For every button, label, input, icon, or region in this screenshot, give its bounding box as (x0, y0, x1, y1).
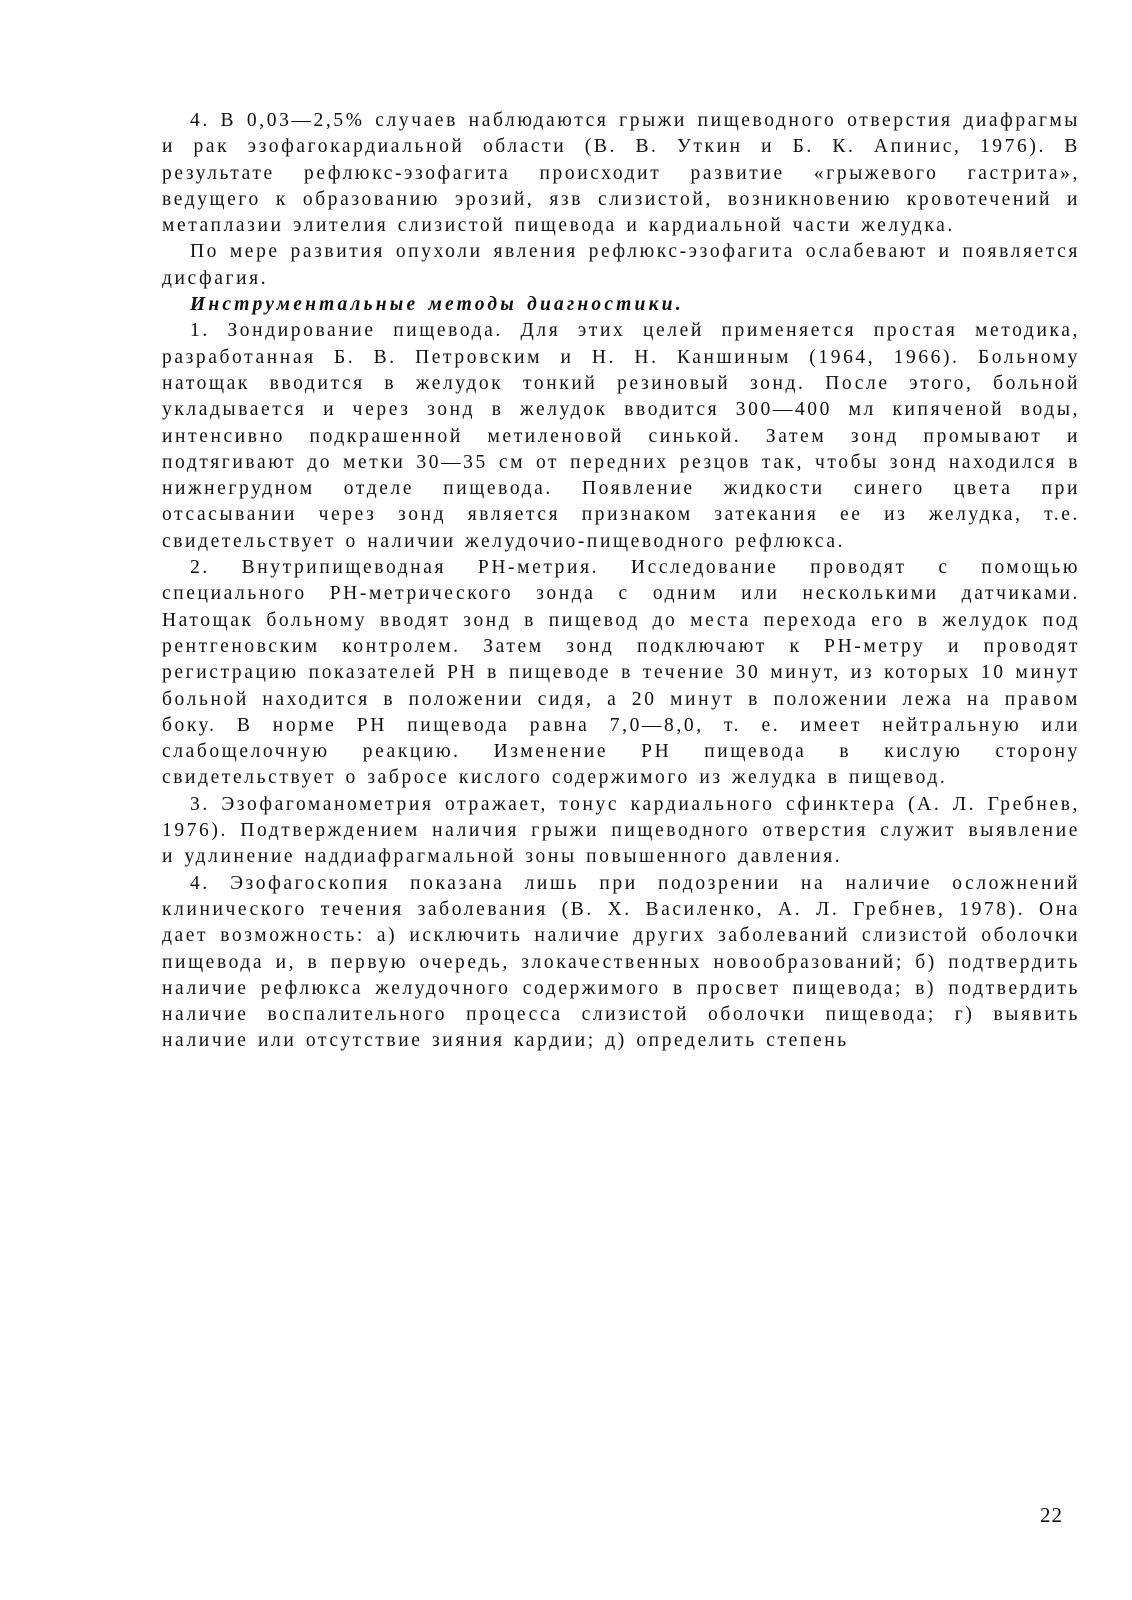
document-body (162, 108, 1080, 1055)
section-heading: Инструментальные методы диагностики. (190, 294, 684, 316)
page-number: 22 (1040, 1503, 1063, 1527)
method-esophagoscopy: 4. Эзофагоскопия показана лишь при подозрении на наличие осложнений клинического течения заболевания (В. Х. Василенко, А. Л. Гребнев, 1978). Она дает возможность: а) исключить наличие других заболеваний слизистой оболочки пищевода и, в первую очередь, злокачественных новообразований; б) подтвердить наличие рефлюкса желудочного содержимого в просвет пищевода; в) подтвердить наличие воспалительного процесса слизистой оболочки пищевода; г) выявить наличие или отсутствие зияния кардии; д) определить степень (162, 872, 1080, 1052)
paragraph-dysphagia: По мере развития опухоли явления рефлюкс-эзофагита ослабевают и появляется дисфагия. (162, 241, 1080, 289)
method-ph-metry: 2. Внутрипищеводная PH-метрия. Исследование проводят с помощью специального PH-метрического зонда с одним или несколькими датчиками. Натощак больному вводят зонд в пищевод до места перехода его в желудок под рентгеновским контролем. Затем зонд подключают к PH-метру и проводят регистрацию показателей PH в пищеводе в течение 30 минут, из которых 10 минут больной находится в положении сидя, а 20 минут в положении лежа на правом боку. В норме PH пищевода равна 7,0—8,0, т. е. имеет нейтральную или слабощелочную реакцию. Изменение PH пищевода в кислую сторону свидетельствует о забросе кислого содержимого из желудка в пищевод. (162, 557, 1080, 789)
method-probing: 1. Зондирование пищевода. Для этих целей применяется простая методика, разработанная Б. В. Петровским и Н. Н. Каншиным (1964, 1966). Больному натощак вводится в желудок тонкий резиновый зонд. После этого, больной укладывается и через зонд в желудок вводится 300—400 мл кипяченой воды, интенсивно подкрашенной метиленовой синькой. Затем зонд промывают и подтягивают до метки 30—35 см от передних резцов так, чтобы зонд находился в нижнегрудном отделе пищевода. Появление жидкости синего цвета при отсасывании через зонд является признаком затекания ее из желудка, т.е. свидетельствует о наличии желудочио-пищеводного рефлюкса. (162, 320, 1080, 552)
paragraph-hernia: 4. В 0,03—2,5% случаев наблюдаются грыжи пищеводного отверстия диафрагмы и рак эзофагокардиальной области (В. В. Уткин и Б. К. Апинис, 1976). В результате рефлюкс-эзофагита происходит развитие «грыжевого гастрита», ведущего к образованию эрозий, язв слизистой, возникновению кровотечений и метаплазии элителия слизистой пищевода и кардиальной части желудка. (162, 110, 1080, 237)
method-manometry: 3. Эзофагоманометрия отражает, тонус кардиального сфинктера (А. Л. Гребнев, 1976). Подтверждением наличия грыжи пищеводного отверстия служит выявление и удлинение наддиафрагмальной зоны повышенного давления. (162, 793, 1080, 868)
